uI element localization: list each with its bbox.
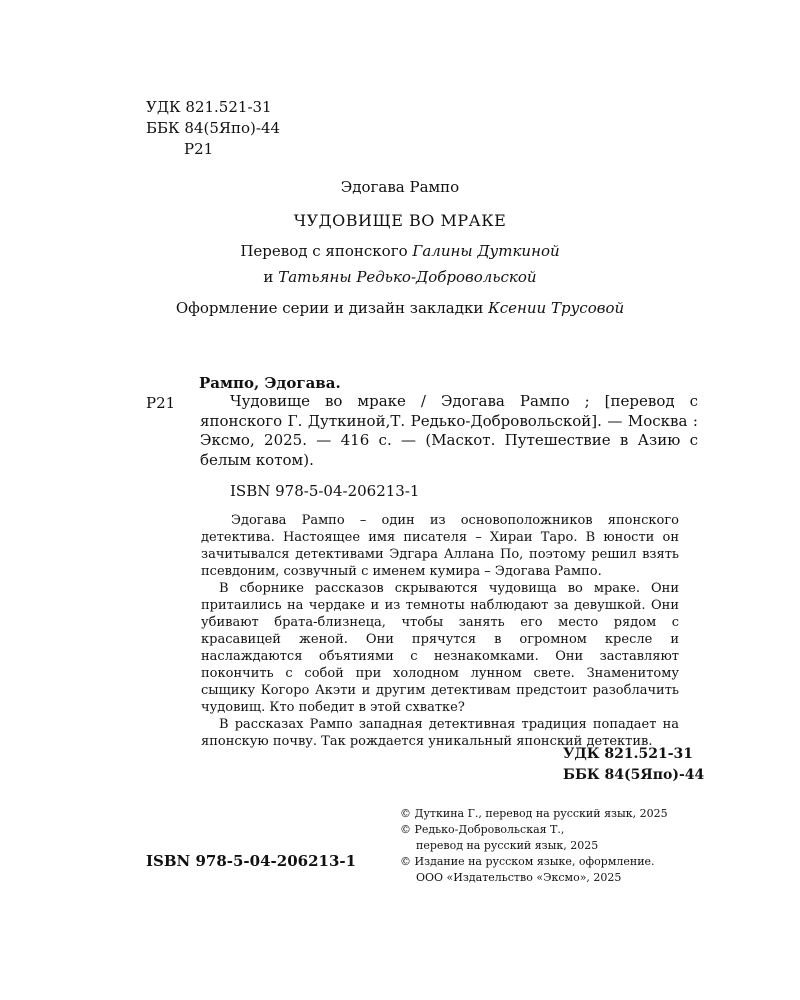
copyright-line: ООО «Издательство «Эксмо», 2025 — [416, 871, 622, 884]
copyright-block — [400, 806, 668, 886]
book-title: ЧУДОВИЩЕ ВО МРАКЕ — [293, 211, 507, 230]
copyright-line: © Редько-Добровольская Т., — [400, 823, 565, 836]
catalog-entry: Чудовище во мраке / Эдогава Рампо ; [перевод с японского Г. Дуткиной,Т. Редько-Добровольской]. — Москва : Эксмо, 2025. — 416 с. — (Маскот. Путешествие в Азию с белым котом). — [200, 392, 698, 469]
book-author: Эдогава Рампо — [340, 178, 460, 196]
udk-code-bottom: УДК 821.521-31 — [563, 746, 694, 762]
author-mark-top: Р21 — [184, 140, 214, 158]
translation-line-2 — [0, 264, 800, 290]
udk-code-top: УДК 821.521-31 — [146, 98, 272, 116]
copyright-line: © Дуткина Г., перевод на русский язык, 2025 — [400, 807, 668, 820]
bbk-code-top: ББК 84(5Япо)-44 — [146, 119, 281, 137]
annotation — [201, 512, 679, 750]
designer-name: Ксении Трусовой — [488, 299, 625, 317]
catalog-heading: Рампо, Эдогава. — [199, 374, 341, 392]
copyright-line: © Издание на русском языке, оформление. — [400, 855, 655, 868]
design-prefix: Оформление серии и дизайн закладки — [175, 299, 484, 317]
translator-1: Галины Дуткиной — [412, 242, 560, 260]
translator-2: Татьяны Редько-Добровольской — [278, 268, 537, 286]
bbk-code-bottom: ББК 84(5Япо)-44 — [563, 767, 705, 783]
annotation-paragraph: В рассказах Рампо западная детективная традиция попадает на японскую почву. Так рождается уникальный японский детектив. — [201, 717, 679, 749]
translation-prefix: Перевод с японского — [240, 242, 408, 260]
annotation-paragraph: В сборнике рассказов скрываются чудовища во мраке. Они притаились на чердаке и из темноты наблюдают за девушкой. Они убивают брата-близнеца, чтобы занять его место рядом с красавицей женой. Они прячутся в огромном кресле и наслаждаются объятиями с незнакомками. Они заставляют покончить с собой при холодном лунном свете. Знаменитому сыщику Когоро Акэти и другим детективам предстоит разоблачить чудовищ. Кто победит в этой схватке? — [201, 581, 679, 715]
annotation-paragraph: Эдогава Рампо – один из основоположников японского детектива. Настоящее имя писателя – Хираи Таро. В юности он зачитывался детективами Эдгара Аллана По, поэтому решил взять псевдоним, созвучный с именем кумира – Эдогава Рампо. — [201, 513, 679, 579]
translation-and: и — [263, 268, 274, 286]
copyright-line: перевод на русский язык, 2025 — [416, 839, 599, 852]
isbn-bottom: ISBN 978-5-04-206213-1 — [146, 852, 357, 870]
catalog-isbn: ISBN 978-5-04-206213-1 — [230, 482, 420, 500]
translation-line-1 — [0, 238, 800, 264]
design-credit — [0, 299, 800, 317]
catalog-code: Р21 — [146, 394, 176, 412]
